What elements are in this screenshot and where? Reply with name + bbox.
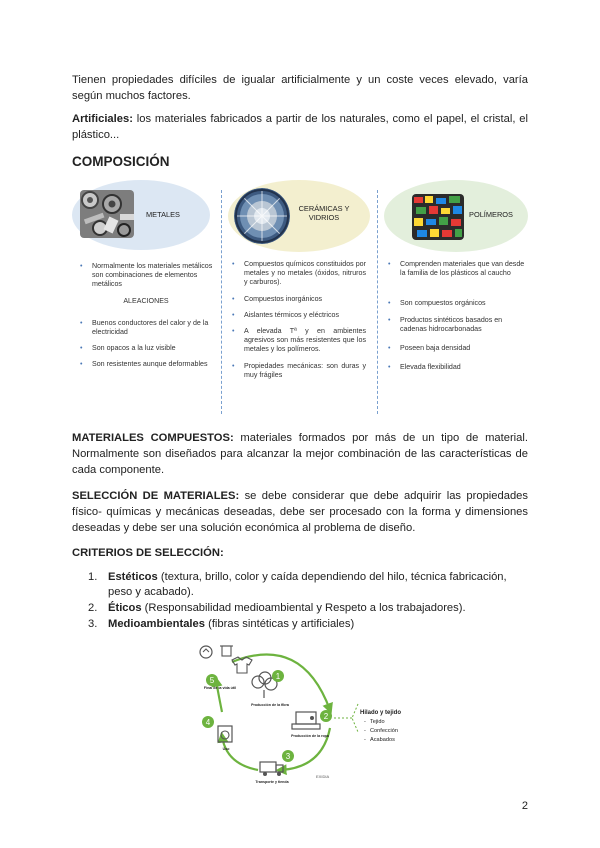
criterio-number: 2. <box>88 602 98 614</box>
column-divider <box>221 190 222 414</box>
criterio-text: (textura, brillo, color y caída dependiendo del hilo, técnica fabricación, peso y acabado). <box>108 571 507 598</box>
step-label: Uso <box>222 747 230 751</box>
criterio-term: Medioambientales <box>108 618 205 630</box>
metales-list <box>78 262 214 377</box>
artificiales-term: Artificiales: <box>72 113 133 125</box>
metales-title: METALES <box>146 210 180 219</box>
list-item: • Son opacos a la luz visible <box>78 344 214 353</box>
criterio-text: (Responsabilidad medioambiental y Respeto a los trabajadores). <box>141 602 466 614</box>
washing-machine-icon <box>218 726 232 742</box>
criterios-list <box>88 570 528 633</box>
step-number: 3 <box>285 752 291 761</box>
step-number: 2 <box>323 712 329 721</box>
criterio-number: 1. <box>88 571 98 583</box>
side-dash: - <box>364 737 366 743</box>
list-item: • Compuestos químicos constituidos por metales y no metales (óxidos, nitruros y carburos). <box>230 260 366 288</box>
seleccion-paragraph <box>72 488 528 536</box>
ceramicas-title: CERÁMICAS Y VIDRIOS <box>298 204 350 222</box>
list-item: • Normalmente los materiales metálicos son combinaciones de elementos metálicos <box>78 262 214 290</box>
side-title: Hilado y tejido <box>360 710 402 716</box>
artificiales-paragraph <box>72 111 528 143</box>
ceramicas-list <box>230 260 366 387</box>
criterio-term: Estéticos <box>108 571 158 583</box>
step-label: Producción de la ropa <box>291 734 329 738</box>
list-item: ALEACIONES <box>123 296 169 305</box>
list-item: • Elevada flexibilidad <box>386 363 528 372</box>
artificiales-text: los materiales fabricados a partir de los naturales, como el papel, el cristal, el plástico... <box>72 113 528 141</box>
compuestos-paragraph <box>72 430 528 478</box>
cycle-arrow <box>216 680 222 712</box>
list-item: • Propiedades mecánicas: son duras y muy frágiles <box>230 362 366 380</box>
criterio-number: 3. <box>88 618 98 630</box>
step-number: 1 <box>275 672 281 681</box>
metals-image <box>80 190 134 238</box>
sewing-machine-icon <box>292 712 320 729</box>
step-label: Transporte y tienda <box>255 780 289 784</box>
criterio-text: (fibras sintéticas y artificiales) <box>204 618 355 630</box>
list-item: • Compuestos inorgánicos <box>230 295 366 304</box>
polymers-image <box>412 194 464 240</box>
criterio-item <box>88 617 528 632</box>
ceramics-image <box>234 188 290 244</box>
side-bracket <box>352 704 358 732</box>
list-item: • Poseen baja densidad <box>386 344 528 353</box>
cycle-arrow <box>222 736 258 770</box>
truck-icon <box>260 762 283 776</box>
list-item: • Buenos conductores del calor y de la electricidad <box>78 319 214 337</box>
criterio-term: Éticos <box>108 602 142 614</box>
step-number: 5 <box>209 676 215 685</box>
side-item: Tejido <box>370 719 385 725</box>
list-item: • Productos sintéticos basados en cadenas hidrocarbonadas <box>386 316 528 334</box>
polimeros-title: POLÍMEROS <box>469 210 513 219</box>
list-item: • A elevada Tª y en ambientes agresivos son más resistentes que los metales y los polímeros. <box>230 327 366 355</box>
list-item: • Aislantes térmicos y eléctricos <box>230 311 366 320</box>
criterio-item <box>88 570 528 600</box>
lifecycle-diagram <box>192 640 452 790</box>
shirt-icon <box>232 657 252 673</box>
criterios-title: CRITERIOS DE SELECCIÓN: <box>72 547 224 559</box>
column-divider <box>377 190 378 414</box>
intro-paragraph: Tienen propiedades difíciles de igualar artificialmente y un coste veces elevado, varía según muchos factores. <box>72 74 528 102</box>
seleccion-text: se debe considerar que debe adquirir las propiedades físico- químicas y mecánicas deseadas, debe ser procesado con la forma y dimensiones deseadas y debe ser una solución económica al problema de diseño. <box>72 490 528 534</box>
seleccion-term: SELECCIÓN DE MATERIALES: <box>72 490 240 502</box>
step-number: 4 <box>205 718 211 727</box>
step-label: Producción de la fibra <box>251 703 289 707</box>
side-item: Confección <box>370 728 398 734</box>
list-item: • Son resistentes aunque deformables <box>78 360 214 369</box>
list-item: • Comprenden materiales que van desde la familia de los plásticos al caucho <box>386 260 528 278</box>
criterio-item <box>88 601 528 616</box>
recycle-icon <box>200 646 212 658</box>
polimeros-list <box>386 260 528 379</box>
side-dash: - <box>364 728 366 734</box>
side-item: Acabados <box>370 737 395 743</box>
page-number: 2 <box>521 800 528 812</box>
step-label: Final de la vida útil <box>203 686 237 690</box>
compuestos-term: MATERIALES COMPUESTOS: <box>72 432 234 444</box>
side-dash: - <box>364 719 366 725</box>
trash-icon <box>220 646 233 656</box>
compuestos-text: materiales formados por más de un tipo de material. Normalmente son diseñados para alcanzar la mejor combinación de las características de cada componente. <box>72 432 528 476</box>
diagram-credit: EXIDIA <box>316 774 330 779</box>
composicion-title: COMPOSICIÓN <box>72 154 170 169</box>
list-item: • Son compuestos orgánicos <box>386 299 528 308</box>
cycle-arrow <box>232 654 330 710</box>
